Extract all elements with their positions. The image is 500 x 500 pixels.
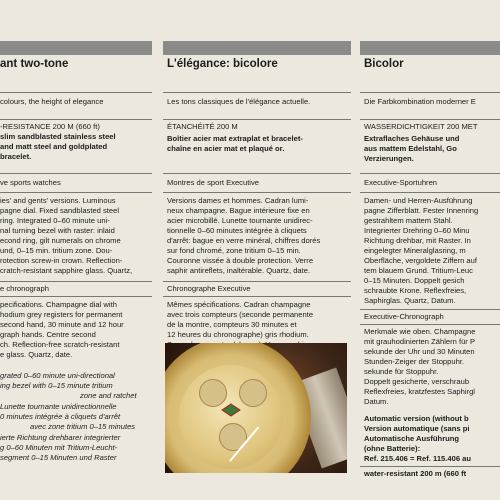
section-heading: ve sports watches [0, 178, 61, 187]
body-line: eingelegter Mineralglasring, m [364, 246, 466, 255]
footer-text: water-resistant 200 m (660 ft [364, 469, 467, 478]
body-line: cratch-resistant sapphire glass. Quartz, [0, 266, 133, 275]
section-heading: Executive-Chronograph [364, 312, 444, 321]
body-line: pagne Zifferblatt. Fester Innenring [364, 206, 479, 215]
body-line: pagne dial. Fixed sandblasted steel [0, 206, 120, 215]
spec-line: and matt steel and goldplated [0, 142, 108, 151]
column-english [0, 0, 152, 500]
brand-logo-icon [221, 403, 241, 417]
spec-line: bracelet. [0, 152, 32, 161]
body-line: graph hands. Centre second [0, 330, 96, 339]
divider [360, 324, 500, 325]
chrono-register [239, 379, 267, 407]
italic-line: g 0–60 Minuten mit Tritium-Leucht- [0, 443, 118, 452]
body-line: econd ring, gilt numerals on chrome [0, 236, 121, 245]
body-line: saphir antireflets, inaltérable. Quartz, date. [167, 266, 311, 275]
section-heading: e chronograph [0, 284, 49, 293]
body-line: Damen- und Herren-Ausführung [364, 196, 473, 205]
body-line: Richtung drehbar, mit Raster. In [364, 236, 471, 245]
body-line: Oberfläche, vergoldete Ziffern auf [364, 256, 477, 265]
auto-line: Version automatique (sans pi [364, 424, 470, 433]
body-line: pecifications. Champagne dial with [0, 300, 117, 309]
divider [360, 173, 500, 174]
divider [163, 296, 351, 297]
intro-text: colours, the height of elegance [0, 97, 104, 106]
body-line: tionnelle 0–60 minutes intégrée à cliquets [167, 226, 307, 235]
body-line: ies' and gents' versions. Luminous [0, 196, 116, 205]
divider [0, 192, 152, 193]
body-line: 12 heures du chronographe) gris rhodium. [167, 330, 309, 339]
divider [0, 296, 152, 297]
body-line: neux champagne. Bague intérieure fixe en [167, 206, 310, 215]
body-line: sur fond chromé, zone tritium 0–15 min. [167, 246, 301, 255]
intro-text: Die Farbkombination moderner E [364, 97, 476, 106]
section-heading: Chronographe Executive [167, 284, 251, 293]
divider [163, 119, 351, 120]
watch-dial [179, 365, 283, 469]
body-line: Doppelt gesicherte, verschraub [364, 377, 470, 386]
body-line: mit grauhodinierten Zählern für P [364, 337, 476, 346]
divider [360, 192, 500, 193]
divider [0, 281, 152, 282]
divider [163, 92, 351, 93]
spec-line: Verzierungen. [364, 154, 414, 163]
body-line: Saphirglas. Quartz, Datum. [364, 296, 456, 305]
body-line: second hand, 30 minute and 12 hour [0, 320, 124, 329]
divider [163, 173, 351, 174]
body-line: und, 0–15 min. tritium zone. Dou- [0, 246, 113, 255]
divider [0, 173, 152, 174]
body-line: sekunde für Stoppuhr. [364, 367, 439, 376]
body-line: nal turning bezel with raster: inlaid [0, 226, 115, 235]
spec-line: Boîtier acier mat extraplat et bracelet- [167, 134, 303, 143]
italic-line: segment 0–15 Minuten und Raster [0, 453, 117, 462]
body-line: e glass. Quartz, date. [0, 350, 73, 359]
column-title: Bicolor [364, 58, 404, 70]
auto-line: Ref. 215.406 = Ref. 115.406 au [364, 454, 472, 463]
header-bar [0, 41, 152, 55]
italic-line: 0 minutes intégrée à cliquets d'arrêt [0, 412, 121, 421]
spec-line: aus mattem Edelstahl, Go [364, 144, 457, 153]
divider [163, 192, 351, 193]
divider [0, 92, 152, 93]
body-line: sekunde der Uhr und 30 Minuten [364, 347, 475, 356]
divider [360, 92, 500, 93]
header-bar [360, 41, 500, 55]
section-heading: Montres de sport Executive [167, 178, 260, 187]
column-title: L'élégance: bicolore [167, 58, 278, 70]
divider [360, 309, 500, 310]
body-line: d'arrêt: bague en verre minéral, chiffres dorés [167, 236, 321, 245]
intro-text: Les tons classiques de l'élégance actuelle. [167, 97, 311, 106]
italic-line: ierte Richtung drehbarer integrierter [0, 433, 121, 442]
column-french [163, 0, 351, 500]
divider [360, 119, 500, 120]
body-line: Integrierter Drehring 0–60 Minu [364, 226, 470, 235]
header-bar [163, 41, 351, 55]
body-line: de la montre, compteurs 30 minutes et [167, 320, 297, 329]
body-line: Stunden-Zeiger der Stoppuhr. [364, 357, 465, 366]
italic-line: zone and ratchet [80, 391, 137, 400]
body-line: ring. Integrated 0–60 minute uni- [0, 216, 110, 225]
body-line: tem blauem Grund. Tritium-Leuc [364, 266, 473, 275]
watch-photo [165, 343, 347, 473]
italic-line: ing bezel with 0–15 minute tritium [0, 381, 113, 390]
body-line: ch. Reflection-free scratch-resistant [0, 340, 120, 349]
spec-line: slim sandblasted stainless steel [0, 132, 116, 141]
auto-line: Automatische Ausführung [364, 434, 460, 443]
body-line: avec trois compteurs (seconde permanente [167, 310, 314, 319]
body-line: Versions dames et hommes. Cadran lumi- [167, 196, 309, 205]
spec-line: -RESISTANCE 200 M (660 ft) [0, 122, 100, 131]
body-line: Merkmale wie oben. Champagne [364, 327, 476, 336]
italic-line: Lunette tournante unidirectionnelle [0, 402, 117, 411]
body-line: Reflexfreies, kratzfestes Saphirgl [364, 387, 475, 396]
body-line: schraubte Krone. Reflexfreies, [364, 286, 467, 295]
body-line: gestrahltem mattem Stahl. [364, 216, 453, 225]
body-line: Mêmes spécifications. Cadran champagne [167, 300, 311, 309]
divider [360, 466, 500, 467]
spec-heading: WASSERDICHTIGKEIT 200 MET [364, 122, 478, 131]
body-line: 0–15 Minuten. Doppelt gesich [364, 276, 465, 285]
spec-line: Extraflaches Gehäuse und [364, 134, 460, 143]
body-line: rotection screw-in crown. Reflection- [0, 256, 123, 265]
column-german [360, 0, 500, 500]
spec-line: chaîne en acier mat et plaqué or. [167, 144, 285, 153]
italic-line: avec zone tritium 0–15 minutes [30, 422, 136, 431]
spec-heading: ÉTANCHÉITÉ 200 M [167, 122, 238, 131]
column-title: ant two-tone [0, 58, 69, 70]
body-line: hodium grey registers for permanent [0, 310, 123, 319]
auto-line: (ohne Batterie): [364, 444, 421, 453]
section-heading: Executive-Sportuhren [364, 178, 438, 187]
divider [163, 281, 351, 282]
body-line: acier microbillé. Lunette tournante unidirec- [167, 216, 313, 225]
auto-line: Automatic version (without b [364, 414, 469, 423]
italic-line: grated 0–60 minute uni-directional [0, 371, 115, 380]
body-line: Datum. [364, 397, 389, 406]
body-line: Couronne vissée à double protection. Verre [167, 256, 314, 265]
divider [0, 119, 152, 120]
